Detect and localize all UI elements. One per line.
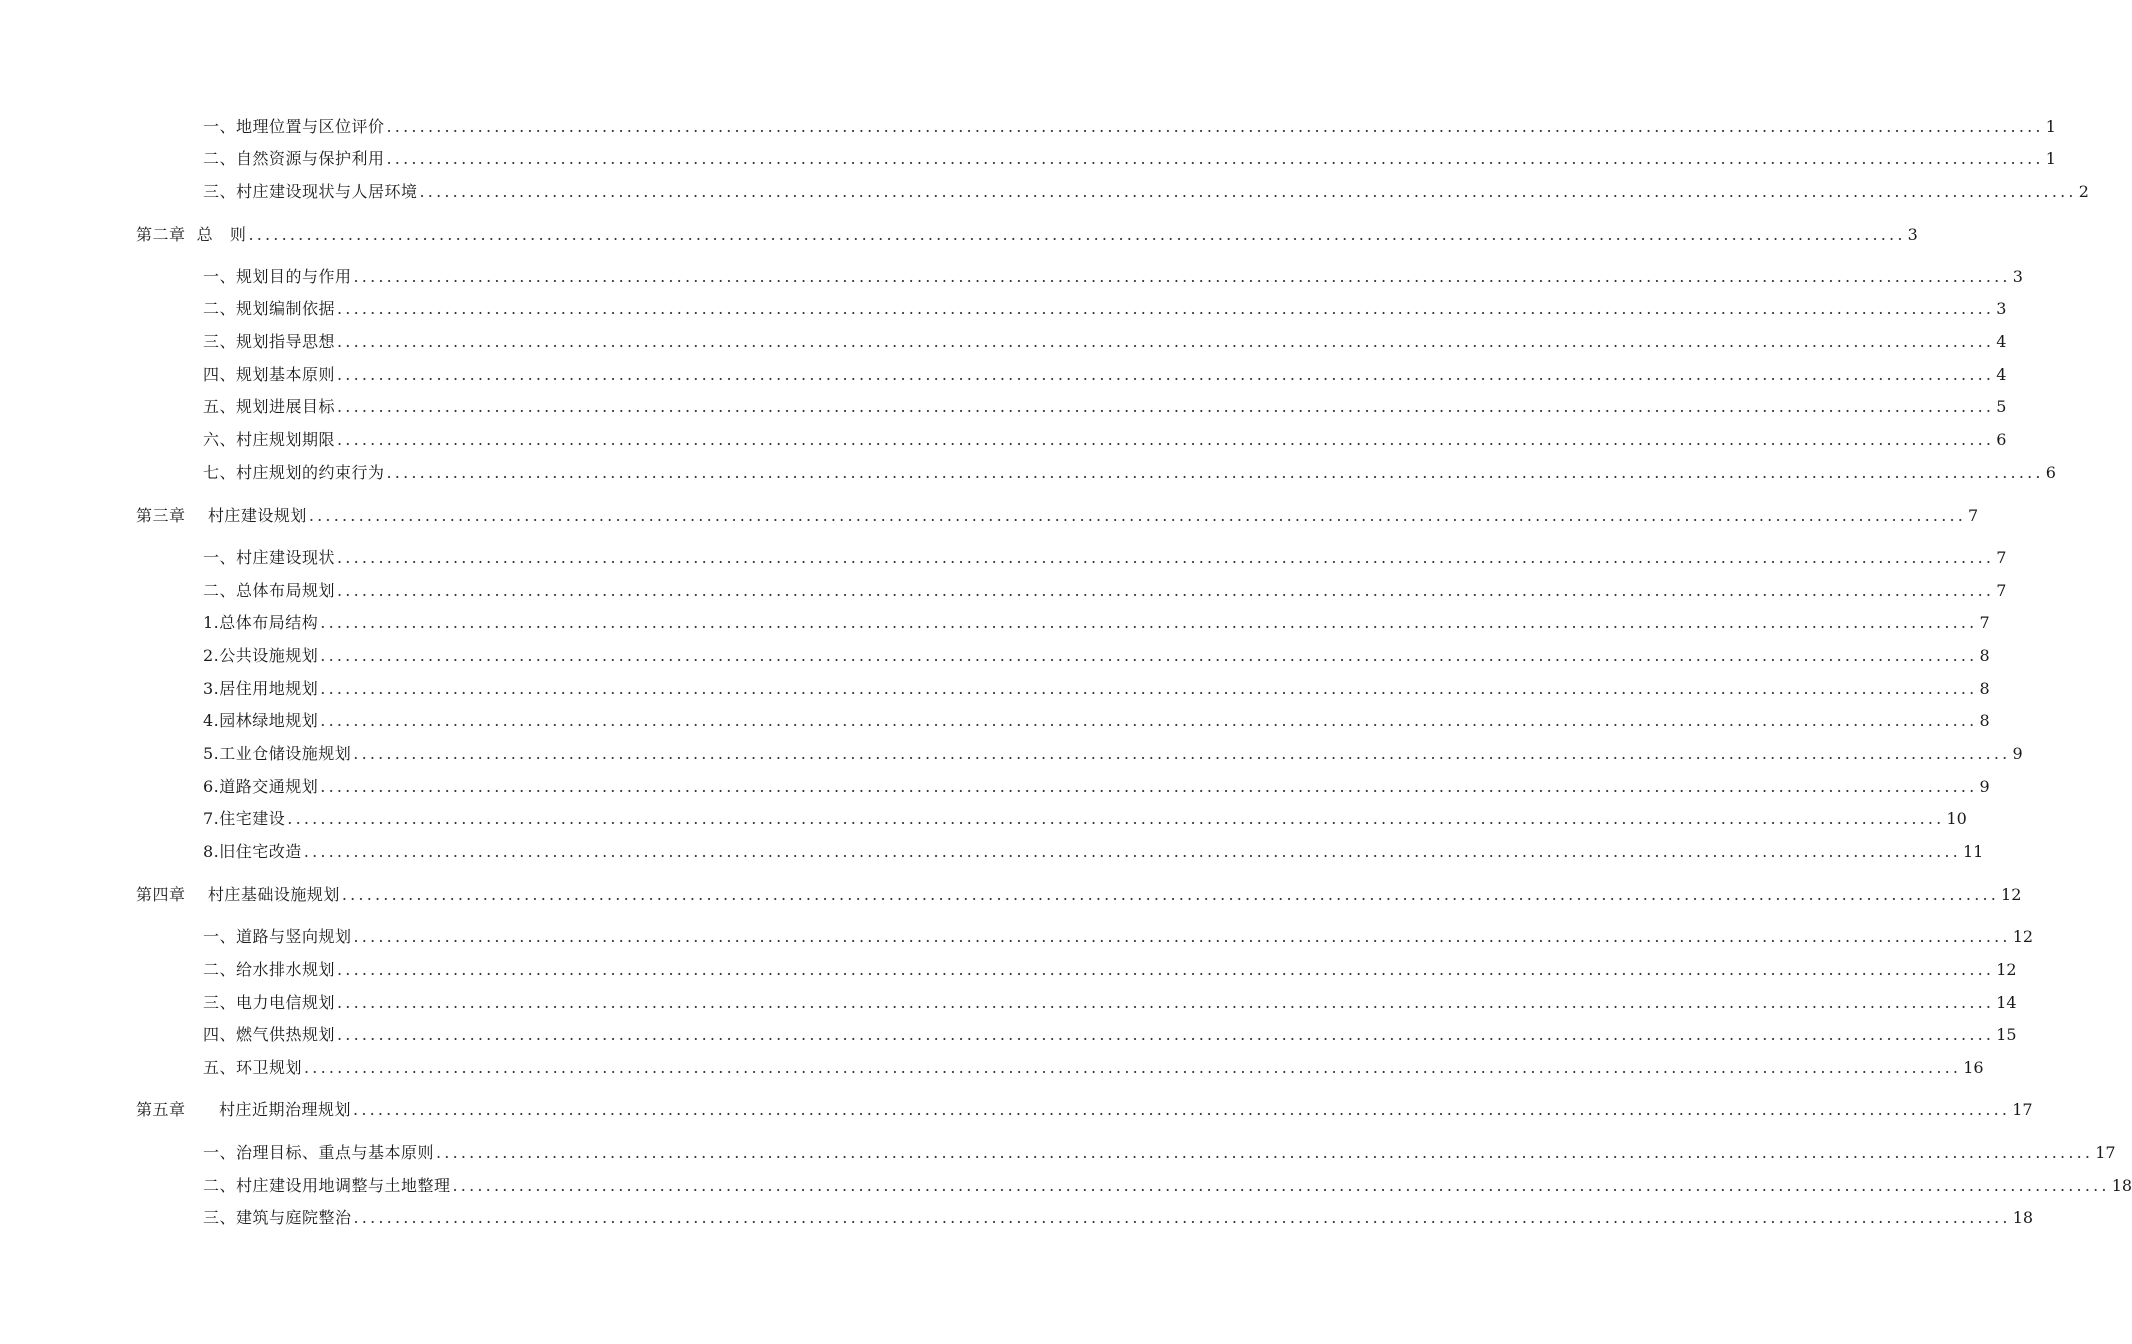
- toc-chapter-entry[interactable]: [136, 1099, 2033, 1121]
- toc-entry-page: 9: [2012, 744, 2023, 763]
- toc-entry[interactable]: [203, 266, 2023, 288]
- toc-entry-title: 6.道路交通规划: [203, 777, 319, 796]
- toc-entry-title: 三、规划指导思想: [203, 332, 336, 351]
- toc-entry-title: 二、自然资源与保护利用: [203, 149, 385, 168]
- toc-entry-page: 8: [1979, 646, 1990, 665]
- toc-entry[interactable]: [203, 1207, 2034, 1229]
- toc-entry[interactable]: [203, 1057, 1984, 1079]
- toc-entry[interactable]: [203, 926, 2034, 948]
- toc-entry-page: 17: [2095, 1143, 2116, 1162]
- toc-chapter-entry[interactable]: [136, 224, 1918, 246]
- toc-entry-title: 一、村庄建设现状: [203, 548, 336, 567]
- toc-entry-title: 5.工业仓储设施规划: [203, 744, 352, 763]
- toc-entry-page: 7: [1996, 581, 2007, 600]
- toc-entry-title: 三、村庄建设现状与人居环境: [203, 182, 418, 201]
- toc-entry-page: 14: [1996, 993, 2017, 1012]
- toc-leader-dots: ........................................................................................................................................................................................................: [287, 809, 1945, 828]
- toc-leader-dots: ........................................................................................................................................................................................................: [337, 332, 1995, 351]
- toc-leader-dots: ........................................................................................................................................................................................................: [337, 1025, 1995, 1044]
- toc-entry[interactable]: [203, 1142, 2116, 1164]
- toc-entry-page: 15: [1996, 1025, 2017, 1044]
- toc-entry-page: 12: [2001, 885, 2022, 904]
- toc-leader-dots: ........................................................................................................................................................................................................: [386, 149, 2044, 168]
- toc-entry[interactable]: [203, 429, 2007, 451]
- toc-entry-page: 17: [2012, 1100, 2033, 1119]
- toc-leader-dots: ........................................................................................................................................................................................................: [337, 397, 1995, 416]
- toc-entry[interactable]: [203, 547, 2007, 569]
- toc-entry-title: 七、村庄规划的约束行为: [203, 463, 385, 482]
- toc-entry-title: 五、规划进展目标: [203, 397, 336, 416]
- toc-entry-title: 8.旧住宅改造: [203, 842, 302, 861]
- toc-leader-dots: ........................................................................................................................................................................................................: [320, 679, 1978, 698]
- toc-leader-dots: ........................................................................................................................................................................................................: [337, 365, 1995, 384]
- toc-entry[interactable]: [203, 808, 1967, 830]
- toc-entry[interactable]: [203, 116, 2056, 138]
- toc-leader-dots: ........................................................................................................................................................................................................: [436, 1143, 2094, 1162]
- toc-entry-title: 二、总体布局规划: [203, 581, 336, 600]
- toc-entry-title: 三、建筑与庭院整治: [203, 1208, 352, 1227]
- toc-entry-page: 12: [2012, 927, 2034, 946]
- toc-entry-page: 6: [1996, 430, 2007, 449]
- toc-entry-title: 三、电力电信规划: [203, 993, 336, 1012]
- toc-entry-page: 16: [1963, 1058, 1984, 1077]
- toc-entry-title: 第五章 村庄近期治理规划: [136, 1100, 352, 1119]
- toc-entry[interactable]: [203, 580, 2007, 602]
- toc-leader-dots: ........................................................................................................................................................................................................: [337, 430, 1995, 449]
- toc-entry-page: 8: [1979, 711, 1990, 730]
- toc-leader-dots: ........................................................................................................................................................................................................: [341, 885, 2000, 904]
- toc-leader-dots: ........................................................................................................................................................................................................: [248, 225, 1906, 244]
- toc-entry-page: 18: [2012, 1208, 2034, 1227]
- toc-entry[interactable]: [203, 841, 1984, 863]
- toc-entry-page: 8: [1979, 679, 1990, 698]
- toc-entry-page: 4: [1996, 365, 2007, 384]
- toc-entry-title: 一、道路与竖向规划: [203, 927, 352, 946]
- toc-entry-page: 1: [2045, 149, 2056, 168]
- toc-entry-title: 1.总体布局结构: [203, 613, 319, 632]
- toc-entry-title: 第三章 村庄建设规划: [136, 506, 307, 525]
- toc-entry-page: 7: [1996, 548, 2007, 567]
- toc-entry-page: 7: [1968, 506, 1979, 525]
- toc-chapter-entry[interactable]: [136, 884, 2022, 906]
- toc-entry-title: 一、治理目标、重点与基本原则: [203, 1143, 435, 1162]
- toc-entry-title: 3.居住用地规划: [203, 679, 319, 698]
- toc-entry[interactable]: [203, 710, 1990, 732]
- toc-leader-dots: ........................................................................................................................................................................................................: [304, 1058, 1962, 1077]
- toc-leader-dots: ........................................................................................................................................................................................................: [353, 267, 2011, 286]
- toc-entry[interactable]: [203, 743, 2023, 765]
- toc-entry-page: 10: [1946, 809, 1967, 828]
- toc-entry-page: 12: [1996, 960, 2017, 979]
- toc-entry[interactable]: [203, 462, 2056, 484]
- toc-leader-dots: ........................................................................................................................................................................................................: [308, 506, 1967, 525]
- toc-entry[interactable]: [203, 645, 1990, 667]
- toc-leader-dots: ........................................................................................................................................................................................................: [419, 182, 2077, 201]
- toc-entry-title: 六、村庄规划期限: [203, 430, 336, 449]
- toc-entry-title: 一、规划目的与作用: [203, 267, 352, 286]
- toc-chapter-entry[interactable]: [136, 505, 1979, 527]
- toc-entry-title: 二、规划编制依据: [203, 299, 336, 318]
- toc-entry-title: 第四章 村庄基础设施规划: [136, 885, 340, 904]
- toc-entry[interactable]: [203, 331, 2007, 353]
- toc-entry-title: 四、燃气供热规划: [203, 1025, 336, 1044]
- toc-entry-page: 1: [2045, 117, 2056, 136]
- toc-entry-page: 7: [1979, 613, 1990, 632]
- toc-entry-page: 6: [2045, 463, 2056, 482]
- toc-entry-page: 11: [1962, 842, 1984, 861]
- toc-entry-title: 第二章 总 则: [136, 225, 247, 244]
- toc-entry-page: 9: [1979, 777, 1990, 796]
- toc-entry[interactable]: [203, 298, 2007, 320]
- toc-leader-dots: ........................................................................................................................................................................................................: [353, 1100, 2011, 1119]
- toc-leader-dots: ........................................................................................................................................................................................................: [320, 777, 1978, 796]
- toc-entry[interactable]: [203, 992, 2017, 1014]
- toc-leader-dots: ........................................................................................................................................................................................................: [386, 463, 2044, 482]
- toc-entry-title: 五、环卫规划: [203, 1058, 303, 1077]
- toc-leader-dots: ........................................................................................................................................................................................................: [386, 117, 2044, 136]
- toc-leader-dots: ........................................................................................................................................................................................................: [337, 993, 1995, 1012]
- toc-entry-page: 3: [1907, 225, 1918, 244]
- toc-entry-title: 四、规划基本原则: [203, 365, 336, 384]
- toc-leader-dots: ........................................................................................................................................................................................................: [303, 842, 1961, 861]
- toc-entry[interactable]: [203, 959, 2017, 981]
- toc-entry-title: 二、村庄建设用地调整与土地整理: [203, 1176, 451, 1195]
- toc-leader-dots: ........................................................................................................................................................................................................: [337, 960, 1995, 979]
- toc-entry-page: 2: [2078, 182, 2089, 201]
- toc-entry-page: 18: [2111, 1176, 2132, 1195]
- toc-entry[interactable]: [203, 364, 2007, 386]
- toc-entry-title: 二、给水排水规划: [203, 960, 336, 979]
- toc-entry-title: 一、地理位置与区位评价: [203, 117, 385, 136]
- toc-entry[interactable]: [203, 148, 2056, 170]
- toc-entry-title: 7.住宅建设: [203, 809, 286, 828]
- toc-entry[interactable]: [203, 612, 1990, 634]
- toc-leader-dots: ........................................................................................................................................................................................................: [353, 1208, 2011, 1227]
- toc-leader-dots: ........................................................................................................................................................................................................: [452, 1176, 2110, 1195]
- toc-leader-dots: ........................................................................................................................................................................................................: [320, 613, 1978, 632]
- toc-leader-dots: ........................................................................................................................................................................................................: [320, 646, 1978, 665]
- toc-leader-dots: ........................................................................................................................................................................................................: [353, 744, 2011, 763]
- toc-entry[interactable]: [203, 181, 2089, 203]
- toc-entry-page: 5: [1996, 397, 2007, 416]
- toc-entry-page: 3: [2012, 267, 2023, 286]
- toc-leader-dots: ........................................................................................................................................................................................................: [353, 927, 2011, 946]
- toc-leader-dots: ........................................................................................................................................................................................................: [337, 299, 1995, 318]
- toc-leader-dots: ........................................................................................................................................................................................................: [337, 581, 1995, 600]
- toc-entry-page: 3: [1996, 299, 2007, 318]
- toc-entry[interactable]: [203, 678, 1990, 700]
- toc-entry-page: 4: [1996, 332, 2007, 351]
- toc-entry-title: 2.公共设施规划: [203, 646, 319, 665]
- toc-entry[interactable]: [203, 776, 1990, 798]
- toc-entry-title: 4.园林绿地规划: [203, 711, 319, 730]
- toc-leader-dots: ........................................................................................................................................................................................................: [320, 711, 1978, 730]
- toc-entry[interactable]: [203, 396, 2007, 418]
- toc-leader-dots: ........................................................................................................................................................................................................: [337, 548, 1995, 567]
- toc-entry[interactable]: [203, 1175, 2132, 1197]
- toc-entry[interactable]: [203, 1024, 2017, 1046]
